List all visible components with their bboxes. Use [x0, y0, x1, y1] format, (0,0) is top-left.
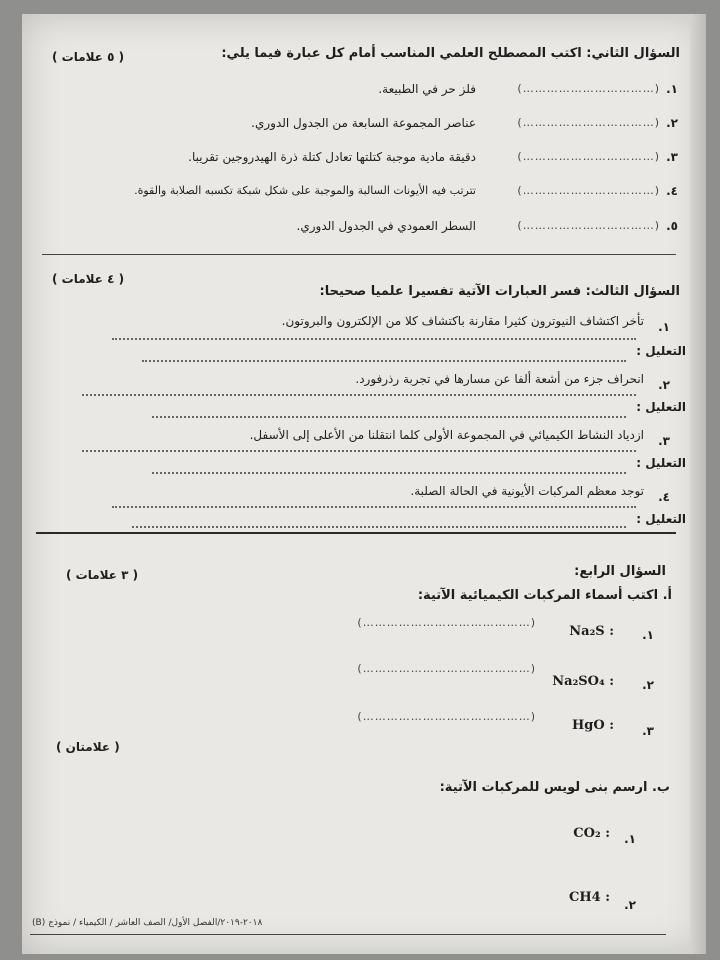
answer-line[interactable] — [112, 506, 636, 508]
answer-blank[interactable]: (……………………………) — [517, 184, 660, 197]
answer-line[interactable] — [152, 472, 626, 474]
answer-blank[interactable]: (……………………………) — [517, 116, 660, 129]
q4-part-a: أ. اكتب أسماء المركبات الكيميائية الآتية: — [417, 588, 672, 603]
answer-blank[interactable]: (……………………………………) — [357, 710, 536, 723]
answer-blank[interactable]: (……………………………………) — [357, 616, 536, 629]
q4-part-b: ب. ارسم بنى لويس للمركبات الآتية: — [439, 780, 670, 795]
section-divider — [42, 254, 676, 255]
q2-title: السؤال الثاني: اكتب المصطلح العلمي المناسب أمام كل عبارة فيما يلي: — [221, 46, 680, 61]
page-edge — [690, 14, 706, 954]
q4-marks: ( ٣ علامات ) — [66, 568, 139, 582]
q4-b-marks: ( علامتان ) — [56, 740, 120, 754]
answer-blank[interactable]: (……………………………) — [517, 150, 660, 163]
exam-page: السؤال الثاني: اكتب المصطلح العلمي المناسب أمام كل عبارة فيما يلي: ( ٥ علامات ) ١. (……………………………) فلز حر في الطبيعة. ٢. (……………………………) عناصر المجموعة السابعة من الجدول الدوري. ٣. (……………………………) دقيقة مادية موجبة كتلتها تعادل كتلة ذرة الهيدروجين تقريبا. ٤. (……………………………) تترتب فيه الأيونات السالبة والموجبة على شكل شبكة تكسبه الصلابة والقوة. ٥. (……………………………) السطر العمودي في الجدول الدوري. السؤال الثالث: فسر العبارات الآتية تفسيرا علميا صحيحا: ( ٤ علامات ) ١. تأخر اكتشاف النيوترون كثيرا مقارنة باكتشاف كلا من الإلكترون والبروتون. التعليل : ٢. انحراف جزء من أشعة ألفا عن مسارها في تجربة رذرفورد. التعليل : ٣. ازدياد النشاط الكيميائي في المجموعة الأولى كلما انتقلنا من الأعلى إلى الأسفل. التعليل : ٤. توجد معظم المركبات الأيونية في الحالة الصلبة. التعليل : السؤال الرابع: ( ٣ علامات ) أ. اكتب أسماء المركبات الكيميائية الآتية: ١. Na₂S : (……………………………………) ٢. Na₂SO₄ : (……………………………………) ٣. HgO : (……………………………………) ( علامتان ) ب. ارسم بنى لويس للمركبات الآتية: ١. CO₂ : ٢. CH4 : ٢٠١٨-٢٠١٩/الفصل الأول/ الصف العاشر / الكيمياء / نموذج (B) — [22, 14, 706, 954]
footer-divider — [30, 934, 666, 935]
answer-blank[interactable]: (……………………………) — [517, 219, 660, 232]
q4-title: السؤال الرابع: — [574, 564, 666, 579]
q3-title: السؤال الثالث: فسر العبارات الآتية تفسيرا علميا صحيحا: — [319, 284, 680, 299]
answer-line[interactable] — [152, 416, 626, 418]
answer-line[interactable] — [82, 394, 636, 396]
answer-blank[interactable]: (……………………………………) — [357, 662, 536, 675]
answer-line[interactable] — [82, 450, 636, 452]
q3-marks: ( ٤ علامات ) — [52, 272, 125, 286]
answer-line[interactable] — [112, 338, 636, 340]
answer-line[interactable] — [132, 526, 626, 528]
section-divider — [36, 532, 676, 534]
answer-blank[interactable]: (……………………………) — [517, 82, 660, 95]
page-footer: ٢٠١٨-٢٠١٩/الفصل الأول/ الصف العاشر / الكيمياء / نموذج (B) — [32, 918, 263, 928]
answer-line[interactable] — [142, 360, 626, 362]
q2-marks: ( ٥ علامات ) — [52, 50, 125, 64]
